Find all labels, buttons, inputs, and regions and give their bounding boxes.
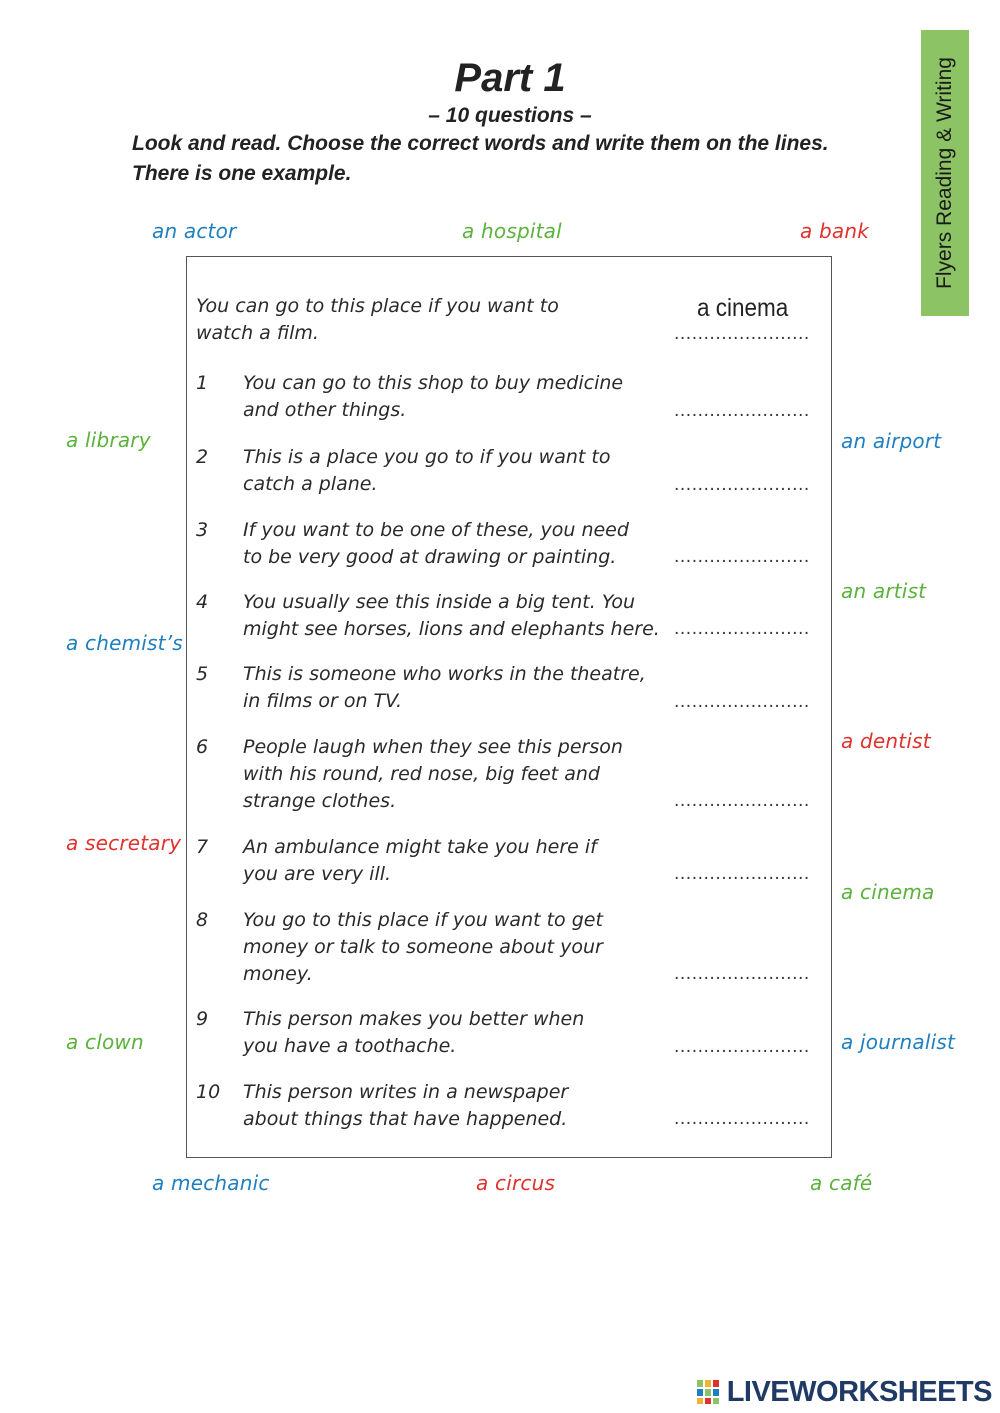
question-9-line-1: This person makes you better when [243,1008,585,1030]
question-1-line-1: You can go to this shop to buy medicine [243,372,624,394]
example-line-2: watch a film. [196,322,319,344]
question-8-line-2: money or talk to someone about your [243,936,603,958]
page-title: Part 1 [454,56,566,100]
question-3-line-2: to be very good at drawing or painting. [243,546,617,568]
example-answer-line: ....................... [674,324,810,344]
word-a-hospital: a hospital [462,219,562,243]
question-6-line-3: strange clothes. [243,790,397,812]
answer-line-5[interactable]: ....................... [674,692,810,712]
word-an-actor: an actor [152,219,237,243]
word-a-circus: a circus [476,1171,556,1195]
question-number: 10 [196,1081,221,1103]
question-10-line-2: about things that have happened. [243,1108,568,1130]
word-a-secretary: a secretary [66,831,182,855]
liveworksheets-logo-icon [697,1380,719,1404]
question-number: 3 [196,519,209,541]
question-4-line-1: You usually see this inside a big tent. You [243,591,636,613]
instruction-line-2: There is one example. [132,162,352,185]
answer-line-4[interactable]: ....................... [674,619,810,639]
answer-line-1[interactable]: ....................... [674,401,810,421]
question-8-line-3: money. [243,963,313,985]
example-line-1: You can go to this place if you want to [196,295,559,317]
question-2-line-2: catch a plane. [243,473,378,495]
question-2-line-1: This is a place you go to if you want to [243,446,611,468]
question-7-line-2: you are very ill. [243,863,392,885]
word-a-dentist: a dentist [841,729,931,753]
question-6-line-2: with his round, red nose, big feet and [243,763,600,785]
word-an-artist: an artist [841,579,927,603]
question-number: 7 [196,836,209,858]
word-a-mechanic: a mechanic [152,1171,270,1195]
word-a-bank: a bank [800,219,870,243]
question-3-line-1: If you want to be one of these, you need [243,519,629,541]
question-number: 1 [196,372,209,394]
question-9-line-2: you have a toothache. [243,1035,457,1057]
question-number: 4 [196,591,209,613]
question-4-line-2: might see horses, lions and elephants here. [243,618,660,640]
question-number: 5 [196,663,209,685]
footer-brand: LIVEWORKSHEETS [726,1376,992,1408]
word-a-cafe: a café [810,1171,873,1195]
question-6-line-1: People laugh when they see this person [243,736,623,758]
question-5-line-1: This is someone who works in the theatre, [243,663,646,685]
instruction-line-1: Look and read. Choose the correct words and write them on the lines. [132,132,829,155]
question-number: 2 [196,446,209,468]
answer-line-3[interactable]: ....................... [674,547,810,567]
page-subtitle: – 10 questions – [428,104,592,127]
word-a-cinema: a cinema [841,880,935,904]
word-an-airport: an airport [841,429,942,453]
question-7-line-1: An ambulance might take you here if [243,836,597,858]
word-a-chemists: a chemist’s [66,631,183,655]
answer-line-6[interactable]: ....................... [674,791,810,811]
answer-line-7[interactable]: ....................... [674,864,810,884]
question-1-line-2: and other things. [243,399,407,421]
word-a-journalist: a journalist [841,1030,956,1054]
answer-line-8[interactable]: ....................... [674,964,810,984]
side-tab [921,30,969,316]
question-5-line-2: in films or on TV. [243,690,403,712]
question-number: 6 [196,736,209,758]
answer-line-2[interactable]: ....................... [674,475,810,495]
word-a-clown: a clown [66,1030,144,1054]
side-tab-label: Flyers Reading & Writing [933,57,956,289]
question-number: 8 [196,909,209,931]
word-a-library: a library [66,428,151,452]
answer-line-9[interactable]: ....................... [674,1037,810,1057]
example-answer: a cinema [697,294,789,322]
question-8-line-1: You go to this place if you want to get [243,909,603,931]
answer-line-10[interactable]: ....................... [674,1109,810,1129]
question-10-line-1: This person writes in a newspaper [243,1081,569,1103]
question-number: 9 [196,1008,209,1030]
